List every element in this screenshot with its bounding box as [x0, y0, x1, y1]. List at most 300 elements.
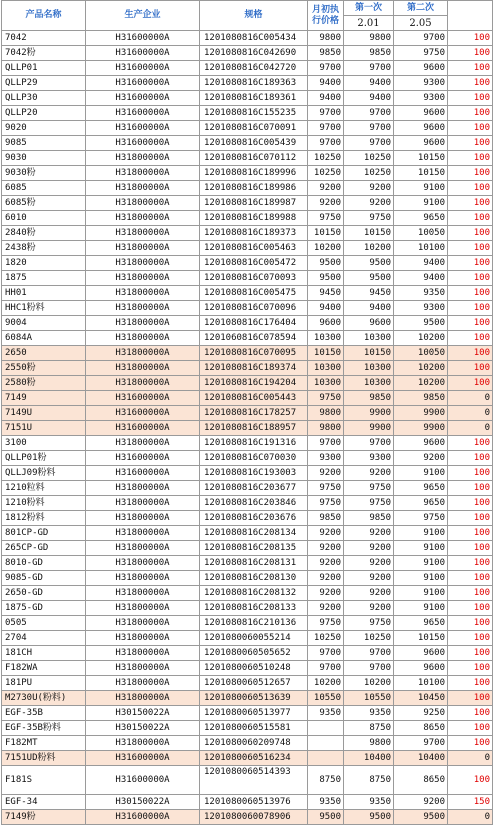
spec-cell[interactable]: 1201080816C203846: [200, 496, 308, 511]
spec-cell[interactable]: 1201060816C078594: [200, 331, 308, 346]
company-cell[interactable]: H31600000A: [86, 46, 200, 61]
second-price-cell[interactable]: 9300: [394, 91, 448, 106]
spec-cell[interactable]: 1201080816C070093: [200, 271, 308, 286]
product-cell[interactable]: 9085: [2, 136, 86, 151]
product-cell[interactable]: 6084A: [2, 331, 86, 346]
price-cell[interactable]: 9700: [308, 106, 344, 121]
change-cell[interactable]: 100: [448, 91, 493, 106]
change-cell[interactable]: 0: [448, 391, 493, 406]
spec-cell[interactable]: 1201080060514393: [200, 766, 308, 795]
price-cell[interactable]: 10250: [308, 166, 344, 181]
header-second-date[interactable]: 2.05: [394, 16, 448, 31]
first-price-cell[interactable]: 9900: [344, 421, 394, 436]
company-cell[interactable]: H31800000A: [86, 481, 200, 496]
header-spec[interactable]: 规格: [200, 1, 308, 31]
spec-cell[interactable]: 1201080816C070091: [200, 121, 308, 136]
price-cell[interactable]: 9800: [308, 31, 344, 46]
change-cell[interactable]: 100: [448, 361, 493, 376]
first-price-cell[interactable]: 9200: [344, 196, 394, 211]
second-price-cell[interactable]: 9100: [394, 181, 448, 196]
second-price-cell[interactable]: 10150: [394, 151, 448, 166]
product-cell[interactable]: QLLP30: [2, 91, 86, 106]
company-cell[interactable]: H31800000A: [86, 316, 200, 331]
first-price-cell[interactable]: 10300: [344, 376, 394, 391]
change-cell[interactable]: 100: [448, 196, 493, 211]
header-first-date[interactable]: 2.01: [344, 16, 394, 31]
product-cell[interactable]: 6085: [2, 181, 86, 196]
product-cell[interactable]: 7149粉: [2, 810, 86, 825]
second-price-cell[interactable]: 9200: [394, 451, 448, 466]
company-cell[interactable]: H31800000A: [86, 646, 200, 661]
spec-cell[interactable]: 1201080060510248: [200, 661, 308, 676]
company-cell[interactable]: H30150022A: [86, 795, 200, 810]
first-price-cell[interactable]: 10550: [344, 691, 394, 706]
company-cell[interactable]: H30150022A: [86, 721, 200, 736]
price-cell[interactable]: 9700: [308, 661, 344, 676]
company-cell[interactable]: H31800000A: [86, 286, 200, 301]
second-price-cell[interactable]: 9300: [394, 76, 448, 91]
second-price-cell[interactable]: 9750: [394, 46, 448, 61]
price-cell[interactable]: 9500: [308, 810, 344, 825]
product-cell[interactable]: 1210粉料: [2, 496, 86, 511]
second-price-cell[interactable]: 9600: [394, 661, 448, 676]
change-cell[interactable]: 100: [448, 691, 493, 706]
second-price-cell[interactable]: 10200: [394, 361, 448, 376]
price-cell[interactable]: 9450: [308, 286, 344, 301]
price-cell[interactable]: 9700: [308, 61, 344, 76]
second-price-cell[interactable]: 9100: [394, 466, 448, 481]
second-price-cell[interactable]: 9600: [394, 646, 448, 661]
spec-cell[interactable]: 1201080816C189363: [200, 76, 308, 91]
price-cell[interactable]: 9350: [308, 795, 344, 810]
first-price-cell[interactable]: 9500: [344, 271, 394, 286]
second-price-cell[interactable]: 9650: [394, 616, 448, 631]
product-cell[interactable]: 9004: [2, 316, 86, 331]
change-cell[interactable]: 100: [448, 436, 493, 451]
change-cell[interactable]: 0: [448, 810, 493, 825]
product-cell[interactable]: HHC1粉料: [2, 301, 86, 316]
company-cell[interactable]: H31600000A: [86, 810, 200, 825]
spec-cell[interactable]: 1201080816C208135: [200, 541, 308, 556]
price-cell[interactable]: 10200: [308, 676, 344, 691]
product-cell[interactable]: 7151UD粉料: [2, 751, 86, 766]
change-cell[interactable]: 0: [448, 406, 493, 421]
spec-cell[interactable]: 1201080816C070030: [200, 451, 308, 466]
price-cell[interactable]: 9200: [308, 571, 344, 586]
first-price-cell[interactable]: 9750: [344, 616, 394, 631]
first-price-cell[interactable]: 9350: [344, 795, 394, 810]
company-cell[interactable]: H31800000A: [86, 676, 200, 691]
first-price-cell[interactable]: 10250: [344, 166, 394, 181]
first-price-cell[interactable]: 9700: [344, 61, 394, 76]
second-price-cell[interactable]: 9700: [394, 31, 448, 46]
second-price-cell[interactable]: 8650: [394, 721, 448, 736]
price-cell[interactable]: 9200: [308, 181, 344, 196]
change-cell[interactable]: 100: [448, 151, 493, 166]
price-cell[interactable]: 10550: [308, 691, 344, 706]
price-cell[interactable]: 9200: [308, 586, 344, 601]
spec-cell[interactable]: 1201080060516234: [200, 751, 308, 766]
price-cell[interactable]: 9600: [308, 316, 344, 331]
price-cell[interactable]: [308, 736, 344, 751]
company-cell[interactable]: H30150022A: [86, 706, 200, 721]
first-price-cell[interactable]: 9800: [344, 736, 394, 751]
spec-cell[interactable]: 1201080816C208133: [200, 601, 308, 616]
spec-cell[interactable]: 1201080816C189373: [200, 226, 308, 241]
spec-cell[interactable]: 1201080816C005472: [200, 256, 308, 271]
header-second[interactable]: 第二次: [394, 1, 448, 16]
spec-cell[interactable]: 1201080816C189374: [200, 361, 308, 376]
change-cell[interactable]: 100: [448, 316, 493, 331]
first-price-cell[interactable]: 8750: [344, 766, 394, 795]
second-price-cell[interactable]: 9500: [394, 810, 448, 825]
price-cell[interactable]: 9850: [308, 511, 344, 526]
spec-cell[interactable]: 1201080816C176404: [200, 316, 308, 331]
price-cell[interactable]: 9700: [308, 136, 344, 151]
spec-cell[interactable]: 1201080816C194204: [200, 376, 308, 391]
second-price-cell[interactable]: 9100: [394, 541, 448, 556]
change-cell[interactable]: 100: [448, 451, 493, 466]
header-price[interactable]: 月初执行价格: [308, 1, 344, 31]
change-cell[interactable]: 100: [448, 721, 493, 736]
second-price-cell[interactable]: 9100: [394, 556, 448, 571]
product-cell[interactable]: F182MT: [2, 736, 86, 751]
product-cell[interactable]: 1210粒料: [2, 481, 86, 496]
change-cell[interactable]: 100: [448, 556, 493, 571]
first-price-cell[interactable]: 9400: [344, 76, 394, 91]
product-cell[interactable]: 3100: [2, 436, 86, 451]
first-price-cell[interactable]: 9750: [344, 496, 394, 511]
company-cell[interactable]: H31800000A: [86, 346, 200, 361]
change-cell[interactable]: 100: [448, 586, 493, 601]
change-cell[interactable]: 100: [448, 601, 493, 616]
company-cell[interactable]: H31600000A: [86, 766, 200, 795]
first-price-cell[interactable]: 9850: [344, 511, 394, 526]
change-cell[interactable]: 100: [448, 346, 493, 361]
product-cell[interactable]: 1820: [2, 256, 86, 271]
spec-cell[interactable]: 1201080060055214: [200, 631, 308, 646]
first-price-cell[interactable]: 9800: [344, 31, 394, 46]
price-cell[interactable]: 9750: [308, 481, 344, 496]
company-cell[interactable]: H31800000A: [86, 211, 200, 226]
company-cell[interactable]: H31800000A: [86, 301, 200, 316]
company-cell[interactable]: H31800000A: [86, 241, 200, 256]
product-cell[interactable]: 1875: [2, 271, 86, 286]
price-cell[interactable]: 9300: [308, 451, 344, 466]
first-price-cell[interactable]: 10150: [344, 226, 394, 241]
company-cell[interactable]: H31800000A: [86, 541, 200, 556]
second-price-cell[interactable]: 9100: [394, 196, 448, 211]
product-cell[interactable]: 7042粉: [2, 46, 86, 61]
first-price-cell[interactable]: 9400: [344, 301, 394, 316]
product-cell[interactable]: 7149U: [2, 406, 86, 421]
spec-cell[interactable]: 1201080060515581: [200, 721, 308, 736]
first-price-cell[interactable]: 10300: [344, 361, 394, 376]
second-price-cell[interactable]: 9300: [394, 301, 448, 316]
company-cell[interactable]: H31800000A: [86, 586, 200, 601]
spec-cell[interactable]: 1201080816C210136: [200, 616, 308, 631]
second-price-cell[interactable]: 9750: [394, 511, 448, 526]
change-cell[interactable]: 100: [448, 766, 493, 795]
change-cell[interactable]: 0: [448, 751, 493, 766]
change-cell[interactable]: 100: [448, 61, 493, 76]
spec-cell[interactable]: 1201080816C155235: [200, 106, 308, 121]
header-change[interactable]: [448, 1, 493, 31]
first-price-cell[interactable]: 9500: [344, 256, 394, 271]
product-cell[interactable]: 181CH: [2, 646, 86, 661]
second-price-cell[interactable]: 10200: [394, 376, 448, 391]
company-cell[interactable]: H31600000A: [86, 421, 200, 436]
change-cell[interactable]: 100: [448, 286, 493, 301]
company-cell[interactable]: H31800000A: [86, 436, 200, 451]
change-cell[interactable]: 100: [448, 121, 493, 136]
company-cell[interactable]: H31800000A: [86, 616, 200, 631]
second-price-cell[interactable]: 9100: [394, 586, 448, 601]
price-cell[interactable]: 9200: [308, 466, 344, 481]
second-price-cell[interactable]: 9400: [394, 256, 448, 271]
second-price-cell[interactable]: 9600: [394, 61, 448, 76]
price-cell[interactable]: 9700: [308, 646, 344, 661]
spec-cell[interactable]: 1201080816C070095: [200, 346, 308, 361]
company-cell[interactable]: H31800000A: [86, 331, 200, 346]
second-price-cell[interactable]: 10100: [394, 241, 448, 256]
first-price-cell[interactable]: 10300: [344, 331, 394, 346]
second-price-cell[interactable]: 8650: [394, 766, 448, 795]
second-price-cell[interactable]: 10050: [394, 226, 448, 241]
change-cell[interactable]: 100: [448, 481, 493, 496]
first-price-cell[interactable]: 9200: [344, 181, 394, 196]
first-price-cell[interactable]: 10150: [344, 346, 394, 361]
product-cell[interactable]: 2650: [2, 346, 86, 361]
price-cell[interactable]: 9700: [308, 121, 344, 136]
change-cell[interactable]: 100: [448, 241, 493, 256]
product-cell[interactable]: 1812粉料: [2, 511, 86, 526]
price-cell[interactable]: 9800: [308, 421, 344, 436]
price-cell[interactable]: 9700: [308, 436, 344, 451]
company-cell[interactable]: H31600000A: [86, 136, 200, 151]
price-cell[interactable]: [308, 751, 344, 766]
change-cell[interactable]: 100: [448, 211, 493, 226]
spec-cell[interactable]: 1201080816C005475: [200, 286, 308, 301]
product-cell[interactable]: QLLP01粉: [2, 451, 86, 466]
first-price-cell[interactable]: 9900: [344, 406, 394, 421]
company-cell[interactable]: H31800000A: [86, 556, 200, 571]
company-cell[interactable]: H31600000A: [86, 61, 200, 76]
first-price-cell[interactable]: 9300: [344, 451, 394, 466]
change-cell[interactable]: 100: [448, 616, 493, 631]
spec-cell[interactable]: 1201080816C005439: [200, 136, 308, 151]
second-price-cell[interactable]: 9350: [394, 286, 448, 301]
change-cell[interactable]: 100: [448, 511, 493, 526]
first-price-cell[interactable]: 9200: [344, 571, 394, 586]
product-cell[interactable]: QLLP01: [2, 61, 86, 76]
price-cell[interactable]: 9200: [308, 541, 344, 556]
company-cell[interactable]: H31800000A: [86, 256, 200, 271]
first-price-cell[interactable]: 9700: [344, 106, 394, 121]
price-cell[interactable]: 9750: [308, 211, 344, 226]
spec-cell[interactable]: 1201080816C042690: [200, 46, 308, 61]
spec-cell[interactable]: 1201080816C189986: [200, 181, 308, 196]
product-cell[interactable]: 9020: [2, 121, 86, 136]
spec-cell[interactable]: 1201080060078906: [200, 810, 308, 825]
company-cell[interactable]: H31800000A: [86, 166, 200, 181]
company-cell[interactable]: H31800000A: [86, 376, 200, 391]
company-cell[interactable]: H31600000A: [86, 91, 200, 106]
second-price-cell[interactable]: 9200: [394, 795, 448, 810]
product-cell[interactable]: M2730U(粉料): [2, 691, 86, 706]
second-price-cell[interactable]: 9650: [394, 496, 448, 511]
product-cell[interactable]: 6085粉: [2, 196, 86, 211]
change-cell[interactable]: 100: [448, 106, 493, 121]
second-price-cell[interactable]: 9650: [394, 211, 448, 226]
spec-cell[interactable]: 1201080060512657: [200, 676, 308, 691]
change-cell[interactable]: 100: [448, 331, 493, 346]
spec-cell[interactable]: 1201080816C070096: [200, 301, 308, 316]
spec-cell[interactable]: 1201080060505652: [200, 646, 308, 661]
product-cell[interactable]: 7149: [2, 391, 86, 406]
spec-cell[interactable]: 1201080060513976: [200, 795, 308, 810]
second-price-cell[interactable]: 9500: [394, 316, 448, 331]
spec-cell[interactable]: 1201080816C191316: [200, 436, 308, 451]
change-cell[interactable]: 100: [448, 466, 493, 481]
second-price-cell[interactable]: 9900: [394, 406, 448, 421]
price-cell[interactable]: [308, 721, 344, 736]
change-cell[interactable]: 0: [448, 421, 493, 436]
change-cell[interactable]: 100: [448, 256, 493, 271]
company-cell[interactable]: H31600000A: [86, 406, 200, 421]
first-price-cell[interactable]: 9200: [344, 586, 394, 601]
first-price-cell[interactable]: 9400: [344, 91, 394, 106]
change-cell[interactable]: 100: [448, 676, 493, 691]
spec-cell[interactable]: 1201080816C203676: [200, 511, 308, 526]
company-cell[interactable]: H31800000A: [86, 196, 200, 211]
price-cell[interactable]: 9750: [308, 496, 344, 511]
product-cell[interactable]: HH01: [2, 286, 86, 301]
spec-cell[interactable]: 1201080816C005434: [200, 31, 308, 46]
price-cell[interactable]: 9750: [308, 391, 344, 406]
header-product[interactable]: 产品名称: [2, 1, 86, 31]
company-cell[interactable]: H31600000A: [86, 451, 200, 466]
price-cell[interactable]: 9200: [308, 526, 344, 541]
first-price-cell[interactable]: 9850: [344, 391, 394, 406]
first-price-cell[interactable]: 10250: [344, 151, 394, 166]
product-cell[interactable]: EGF-34: [2, 795, 86, 810]
price-cell[interactable]: 10300: [308, 361, 344, 376]
second-price-cell[interactable]: 10200: [394, 331, 448, 346]
company-cell[interactable]: H31600000A: [86, 76, 200, 91]
price-cell[interactable]: 10200: [308, 241, 344, 256]
change-cell[interactable]: 100: [448, 706, 493, 721]
change-cell[interactable]: 100: [448, 226, 493, 241]
first-price-cell[interactable]: 10200: [344, 241, 394, 256]
product-cell[interactable]: QLLP29: [2, 76, 86, 91]
change-cell[interactable]: 100: [448, 31, 493, 46]
spec-cell[interactable]: 1201080816C193003: [200, 466, 308, 481]
product-cell[interactable]: F181S: [2, 766, 86, 795]
product-cell[interactable]: 2438粉: [2, 241, 86, 256]
second-price-cell[interactable]: 9650: [394, 481, 448, 496]
product-cell[interactable]: 7042: [2, 31, 86, 46]
price-cell[interactable]: 9400: [308, 301, 344, 316]
product-cell[interactable]: QLLP20: [2, 106, 86, 121]
product-cell[interactable]: 2580粉: [2, 376, 86, 391]
product-cell[interactable]: 265CP-GD: [2, 541, 86, 556]
company-cell[interactable]: H31800000A: [86, 691, 200, 706]
second-price-cell[interactable]: 9400: [394, 271, 448, 286]
company-cell[interactable]: H31600000A: [86, 121, 200, 136]
company-cell[interactable]: H31800000A: [86, 631, 200, 646]
first-price-cell[interactable]: 9700: [344, 661, 394, 676]
first-price-cell[interactable]: 9200: [344, 601, 394, 616]
price-cell[interactable]: 10150: [308, 226, 344, 241]
change-cell[interactable]: 100: [448, 736, 493, 751]
change-cell[interactable]: 100: [448, 631, 493, 646]
first-price-cell[interactable]: 9200: [344, 466, 394, 481]
second-price-cell[interactable]: 9100: [394, 571, 448, 586]
change-cell[interactable]: 100: [448, 136, 493, 151]
header-company[interactable]: 生产企业: [86, 1, 200, 31]
price-cell[interactable]: 9850: [308, 46, 344, 61]
spec-cell[interactable]: 1201080816C189361: [200, 91, 308, 106]
first-price-cell[interactable]: 9500: [344, 810, 394, 825]
spec-cell[interactable]: 1201080816C208132: [200, 586, 308, 601]
change-cell[interactable]: 100: [448, 76, 493, 91]
company-cell[interactable]: H31800000A: [86, 181, 200, 196]
company-cell[interactable]: H31800000A: [86, 271, 200, 286]
spec-cell[interactable]: 1201080816C203677: [200, 481, 308, 496]
change-cell[interactable]: 100: [448, 301, 493, 316]
first-price-cell[interactable]: 9200: [344, 526, 394, 541]
price-cell[interactable]: 9400: [308, 91, 344, 106]
price-cell[interactable]: 8750: [308, 766, 344, 795]
second-price-cell[interactable]: 9600: [394, 106, 448, 121]
second-price-cell[interactable]: 10100: [394, 676, 448, 691]
spec-cell[interactable]: 1201080816C005443: [200, 391, 308, 406]
first-price-cell[interactable]: 9700: [344, 646, 394, 661]
second-price-cell[interactable]: 10400: [394, 751, 448, 766]
second-price-cell[interactable]: 9600: [394, 136, 448, 151]
spec-cell[interactable]: 1201080816C189987: [200, 196, 308, 211]
second-price-cell[interactable]: 9250: [394, 706, 448, 721]
header-first[interactable]: 第一次: [344, 1, 394, 16]
spec-cell[interactable]: 1201080060209748: [200, 736, 308, 751]
price-cell[interactable]: 9500: [308, 271, 344, 286]
company-cell[interactable]: H31800000A: [86, 226, 200, 241]
first-price-cell[interactable]: 9450: [344, 286, 394, 301]
product-cell[interactable]: 9085-GD: [2, 571, 86, 586]
first-price-cell[interactable]: 8750: [344, 721, 394, 736]
product-cell[interactable]: 7151U: [2, 421, 86, 436]
change-cell[interactable]: 100: [448, 376, 493, 391]
product-cell[interactable]: 2840粉: [2, 226, 86, 241]
product-cell[interactable]: QLLJ09粉料: [2, 466, 86, 481]
spec-cell[interactable]: 1201080816C070112: [200, 151, 308, 166]
product-cell[interactable]: 8010-GD: [2, 556, 86, 571]
price-cell[interactable]: 9400: [308, 76, 344, 91]
price-cell[interactable]: 9200: [308, 601, 344, 616]
spec-cell[interactable]: 1201080816C178257: [200, 406, 308, 421]
change-cell[interactable]: 100: [448, 526, 493, 541]
first-price-cell[interactable]: 10250: [344, 631, 394, 646]
spec-cell[interactable]: 1201080060513977: [200, 706, 308, 721]
second-price-cell[interactable]: 10450: [394, 691, 448, 706]
price-cell[interactable]: 10250: [308, 151, 344, 166]
product-cell[interactable]: EGF-35B: [2, 706, 86, 721]
company-cell[interactable]: H31600000A: [86, 391, 200, 406]
change-cell[interactable]: 100: [448, 646, 493, 661]
company-cell[interactable]: H31800000A: [86, 511, 200, 526]
company-cell[interactable]: H31800000A: [86, 571, 200, 586]
